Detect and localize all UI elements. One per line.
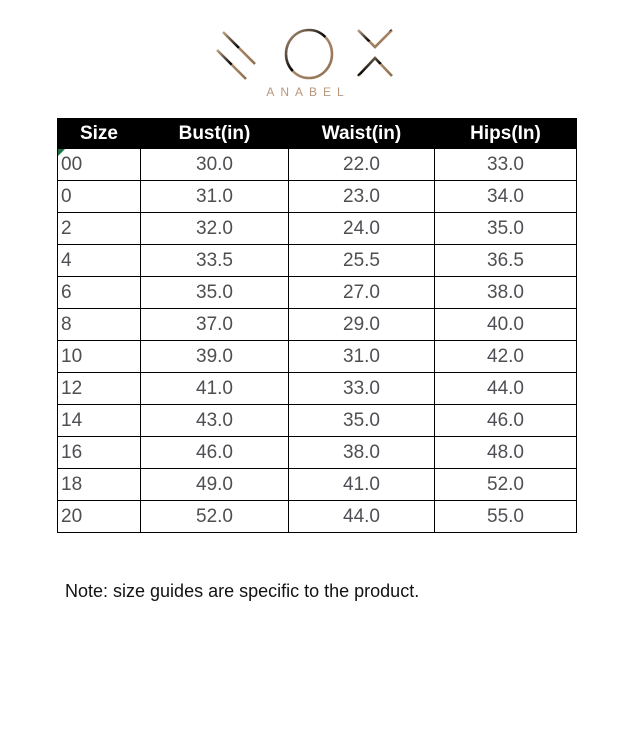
size-cell xyxy=(58,245,141,277)
size-cell xyxy=(58,149,141,181)
waist-cell: 31.0 xyxy=(289,341,435,373)
waist-cell: 27.0 xyxy=(289,277,435,309)
size-chart-row xyxy=(58,405,577,437)
bust-cell: 31.0 xyxy=(141,181,289,213)
hips-cell: 44.0 xyxy=(435,373,577,405)
bust-cell: 30.0 xyxy=(141,149,289,181)
size-chart-header-row xyxy=(58,119,577,149)
size-cell xyxy=(58,373,141,405)
size-chart-row xyxy=(58,373,577,405)
col-header-size: Size xyxy=(58,119,141,149)
waist-cell: 23.0 xyxy=(289,181,435,213)
size-guide-note: Note: size guides are specific to the product. xyxy=(65,581,420,601)
waist-cell: 41.0 xyxy=(289,469,435,501)
waist-cell: 25.5 xyxy=(289,245,435,277)
bust-cell: 32.0 xyxy=(141,213,289,245)
waist-cell: 38.0 xyxy=(289,437,435,469)
size-chart-row xyxy=(58,149,577,181)
size-value: 16 xyxy=(61,441,83,463)
hips-cell: 42.0 xyxy=(435,341,577,373)
hips-cell: 33.0 xyxy=(435,149,577,181)
waist-cell: 35.0 xyxy=(289,405,435,437)
hips-cell: 46.0 xyxy=(435,405,577,437)
size-cell xyxy=(58,405,141,437)
logo-letter-n xyxy=(217,31,255,79)
hips-cell: 40.0 xyxy=(435,309,577,341)
waist-cell: 24.0 xyxy=(289,213,435,245)
size-value: 20 xyxy=(61,505,83,527)
hips-cell: 55.0 xyxy=(435,501,577,533)
size-cell xyxy=(58,277,141,309)
waist-cell: 44.0 xyxy=(289,501,435,533)
size-value: 10 xyxy=(61,345,83,367)
bust-cell: 43.0 xyxy=(141,405,289,437)
size-cell xyxy=(58,501,141,533)
logo-letter-x xyxy=(358,30,392,76)
size-value: 14 xyxy=(61,409,83,431)
size-value: 2 xyxy=(61,217,72,239)
size-chart-row xyxy=(58,181,577,213)
hips-cell: 35.0 xyxy=(435,213,577,245)
bust-cell: 52.0 xyxy=(141,501,289,533)
size-cell xyxy=(58,469,141,501)
waist-cell: 22.0 xyxy=(289,149,435,181)
size-cell xyxy=(58,341,141,373)
size-value: 00 xyxy=(61,153,83,175)
hips-cell: 38.0 xyxy=(435,277,577,309)
size-cell xyxy=(58,181,141,213)
waist-cell: 29.0 xyxy=(289,309,435,341)
col-header-bust: Bust(in) xyxy=(141,119,289,149)
hips-cell: 36.5 xyxy=(435,245,577,277)
hips-cell: 48.0 xyxy=(435,437,577,469)
bust-cell: 49.0 xyxy=(141,469,289,501)
nox-logo-icon xyxy=(210,27,400,83)
size-value: 0 xyxy=(61,185,72,207)
number-stored-as-text-indicator-icon xyxy=(58,149,65,156)
size-value: 12 xyxy=(61,377,83,399)
bust-cell: 41.0 xyxy=(141,373,289,405)
logo-letter-o xyxy=(286,30,332,78)
size-chart-row xyxy=(58,309,577,341)
bust-cell: 39.0 xyxy=(141,341,289,373)
col-header-hips: Hips(In) xyxy=(435,119,577,149)
bust-cell: 35.0 xyxy=(141,277,289,309)
size-chart-table xyxy=(57,118,577,533)
size-chart-row xyxy=(58,341,577,373)
size-value: 4 xyxy=(61,249,72,271)
col-header-waist: Waist(in) xyxy=(289,119,435,149)
size-value: 8 xyxy=(61,313,72,335)
size-chart-row xyxy=(58,501,577,533)
bust-cell: 37.0 xyxy=(141,309,289,341)
waist-cell: 33.0 xyxy=(289,373,435,405)
size-value: 18 xyxy=(61,473,83,495)
size-chart-row xyxy=(58,437,577,469)
bust-cell: 46.0 xyxy=(141,437,289,469)
size-chart-row xyxy=(58,277,577,309)
size-cell xyxy=(58,213,141,245)
size-chart-row xyxy=(58,469,577,501)
hips-cell: 34.0 xyxy=(435,181,577,213)
hips-cell: 52.0 xyxy=(435,469,577,501)
size-chart-row xyxy=(58,245,577,277)
size-chart-row xyxy=(58,213,577,245)
bust-cell: 33.5 xyxy=(141,245,289,277)
size-value: 6 xyxy=(61,281,72,303)
size-cell xyxy=(58,437,141,469)
brand-subname: ANABEL xyxy=(266,85,350,99)
size-cell xyxy=(58,309,141,341)
